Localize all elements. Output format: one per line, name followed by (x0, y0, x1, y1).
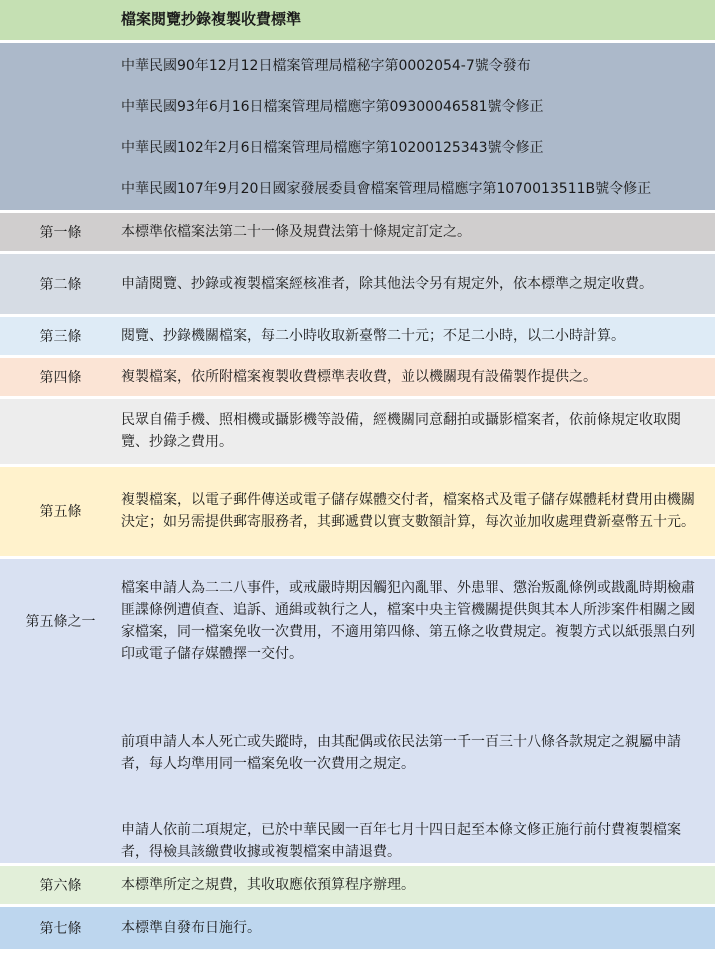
article-number: 第五條 (0, 465, 121, 557)
article-6-row (0, 864, 715, 905)
history-row (0, 41, 715, 211)
article-text: 本標準所定之規費，其收取應依預算程序辦理。 (121, 864, 715, 905)
article-paragraph: 申請人依前二項規定，已於中華民國一百年七月十四日起至本條文修正施行前付費複製檔案者，得檢具該繳費收據或複製檔案申請退費。 (121, 821, 681, 860)
article-number: 第七條 (39, 920, 82, 937)
document-title: 檔案閱覽抄錄複製收費標準 (121, 10, 302, 29)
article-number: 第四條 (0, 356, 121, 397)
article-number: 第一條 (0, 211, 121, 252)
article-text: 閱覽、抄錄機關檔案，每二小時收取新臺幣二十元；不足二小時，以二小時計算。 (121, 315, 715, 356)
article-7-row (0, 905, 715, 949)
article-3-row (0, 315, 715, 356)
article-number: 第五條之一 (0, 557, 121, 864)
history-line: 中華民國107年9月20日國家發展委員會檔案管理局檔應字第1070013511B號令修正 (121, 180, 652, 197)
article-paragraph: 前項申請人本人死亡或失蹤時，由其配偶或依民法第一千一百三十八條各款規定之親屬申請者，每人均準用同一檔案免收一次費用之規定。 (121, 733, 681, 772)
article-number: 第六條 (0, 864, 121, 905)
article-5-1-row (0, 557, 715, 864)
history-line: 中華民國102年2月6日檔案管理局檔應字第10200125343號令修正 (121, 139, 544, 156)
article-paragraph: 檔案申請人為二二八事件，或戒嚴時期因觸犯內亂罪、外患罪、懲治叛亂條例或戡亂時期檢肅匪諜條例遭偵查、追訴、通緝或執行之人，檔案中央主管機關提供與其本人所涉案件相關之國家檔案，同一檔案免收一次費用，不適用第四條、第五條之收費規定。複製方式以紙張黑白列印或電子儲存媒體擇一交付。 (121, 579, 695, 662)
article-4-paragraph-2-row (0, 397, 715, 465)
article-1-row (0, 211, 715, 252)
article-number: 第三條 (0, 315, 121, 356)
article-text: 複製檔案，以電子郵件傳送或電子儲存媒體交付者，檔案格式及電子儲存媒體耗材費用由機關決定；如另需提供郵寄服務者，其郵遞費以實支數額計算，每次並加收處理費新臺幣五十元。 (121, 465, 715, 557)
history-line: 中華民國93年6月16日檔案管理局檔應字第09300046581號令修正 (121, 98, 544, 115)
article-2-row (0, 252, 715, 315)
title-row (0, 0, 715, 41)
article-text: 民眾自備手機、照相機或攝影機等設備，經機關同意翻拍或攝影檔案者，依前條規定收取閱覽、抄錄之費用。 (121, 397, 715, 465)
history-line: 中華民國90年12月12日檔案管理局檔秘字第0002054-7號令發布 (121, 57, 531, 74)
article-text: 複製檔案，依所附檔案複製收費標準表收費，並以機關現有設備製作提供之。 (121, 356, 715, 397)
article-number: 第二條 (0, 252, 121, 315)
article-number (0, 397, 121, 465)
article-4-row (0, 356, 715, 397)
article-text: 本標準自發布日施行。 (121, 919, 261, 936)
article-5-row (0, 465, 715, 557)
article-text: 申請閱覽、抄錄或複製檔案經核准者，除其他法令另有規定外，依本標準之規定收費。 (121, 252, 715, 315)
article-text: 本標準依檔案法第二十一條及規費法第十條規定訂定之。 (121, 211, 715, 252)
